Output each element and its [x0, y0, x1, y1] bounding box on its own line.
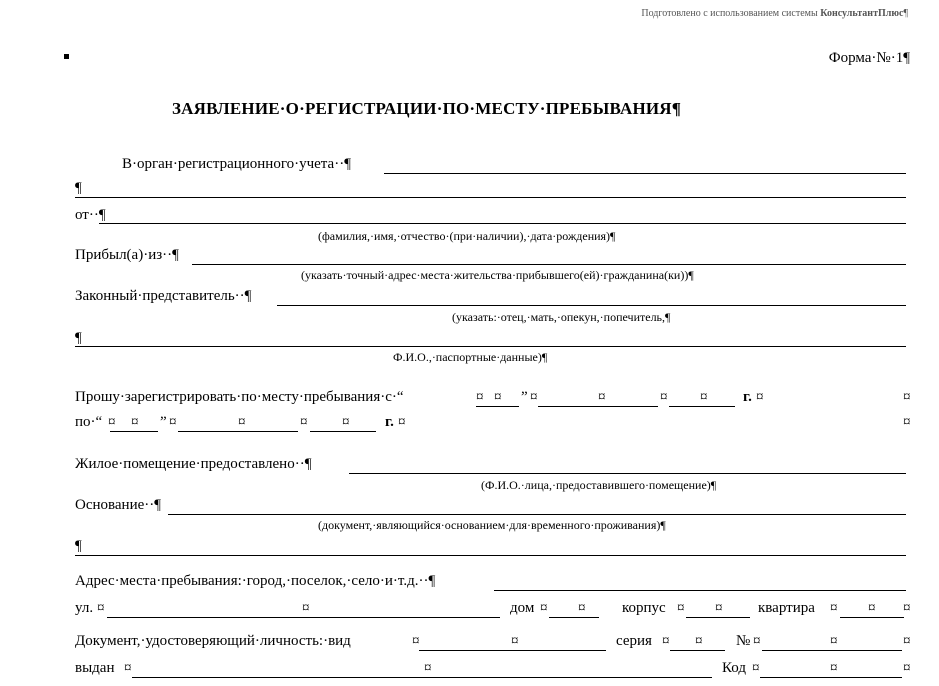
rep-text: Законный·представитель·	[75, 288, 240, 304]
house-field[interactable]	[549, 617, 599, 618]
cell-mark: ¤	[695, 633, 703, 649]
pilcrow: ·¶	[299, 456, 312, 472]
arrived-label	[75, 247, 179, 264]
request-label: Прошу·зарегистрировать·по·месту·пребывания·с·“	[75, 389, 404, 405]
cell-mark: ¤	[830, 633, 838, 649]
cell-mark: ¤	[108, 414, 116, 430]
basis-field-2[interactable]	[75, 555, 906, 556]
organ-field[interactable]	[384, 173, 906, 174]
building-field[interactable]	[686, 617, 750, 618]
rep-mark-2: ¶	[75, 330, 82, 346]
cell-mark: ¤	[753, 633, 761, 649]
form-number: Форма·№·1¶	[828, 50, 910, 66]
cell-mark: ¤	[300, 414, 308, 430]
organ-text: В·орган·регистрационного·учета·	[122, 156, 340, 172]
cell-mark: ¤	[511, 633, 519, 649]
issued-label: выдан	[75, 660, 115, 676]
cell-mark: ¤	[530, 389, 538, 405]
pilcrow: ·¶	[93, 207, 106, 223]
pilcrow: ·¶	[167, 247, 179, 263]
cell-mark: ¤	[868, 600, 876, 616]
house-label: дом	[510, 600, 535, 616]
cell-mark: ¤	[169, 414, 177, 430]
passport-hint: Ф.И.О.,·паспортные·данные)¶	[393, 350, 548, 364]
code-label: Код	[722, 660, 746, 676]
cell-mark: ¤	[97, 600, 105, 616]
bullet-square	[64, 54, 69, 59]
year-suffix: г.	[743, 389, 752, 405]
to-year-field[interactable]	[310, 431, 376, 432]
cell-mark: ¤	[660, 389, 668, 405]
building-label: корпус	[622, 600, 666, 616]
cell-mark: ¤	[700, 389, 708, 405]
issued-field[interactable]	[132, 677, 712, 678]
stay-address-label	[75, 573, 435, 590]
street-label: ул.	[75, 600, 94, 616]
stay-address-field[interactable]	[494, 590, 906, 591]
cell-mark: ¤	[752, 660, 760, 676]
document-title: ЗАЯВЛЕНИЕ·О·РЕГИСТРАЦИИ·ПО·МЕСТУ·ПРЕБЫВАНИЯ¶	[172, 99, 682, 118]
organ-field-2[interactable]	[75, 197, 906, 198]
cell-mark: ¤	[342, 414, 350, 430]
header-prefix: Подготовлено с использованием системы	[641, 8, 821, 19]
series-field[interactable]	[670, 650, 725, 651]
cell-mark: ¤	[903, 389, 911, 405]
header-brand: КонсультантПлюс	[820, 8, 904, 19]
series-label: серия	[616, 633, 652, 649]
cell-mark: ¤	[903, 600, 911, 616]
basis-field[interactable]	[168, 514, 906, 515]
basis-label	[75, 497, 161, 514]
cell-mark: ¤	[903, 660, 911, 676]
arrived-field[interactable]	[192, 264, 906, 265]
from-field[interactable]	[99, 223, 906, 224]
housing-hint: (Ф.И.О.·лица,·предоставившего·помещение)¶	[481, 478, 717, 492]
cell-mark: ¤	[412, 633, 420, 649]
cell-mark: ¤	[598, 389, 606, 405]
cell-mark: ¤	[677, 600, 685, 616]
cell-mark: ¤	[903, 633, 911, 649]
housing-text: Жилое·помещение·предоставлено·	[75, 456, 300, 472]
street-field[interactable]	[107, 617, 500, 618]
year-suffix: г.	[385, 414, 394, 430]
cell-mark: ¤	[578, 600, 586, 616]
arrived-text: Прибыл(а)·из·	[75, 247, 168, 263]
number-label: №	[736, 633, 751, 649]
basis-hint: (документ,·являющийся·основанием·для·временного·проживания)¶	[318, 518, 666, 532]
address-hint: (указать·точный·адрес·места·жительства·прибывшего(ей)·гражданина(ки))¶	[301, 268, 694, 282]
cell-mark: ¤	[424, 660, 432, 676]
from-text: от·	[75, 207, 94, 223]
quote-close: ”	[160, 414, 167, 430]
basis-mark-2: ¶	[75, 538, 82, 554]
rep-hint: (указать:·отец,·мать,·опекун,·попечитель,¶	[452, 310, 671, 324]
cell-mark: ¤	[476, 389, 484, 405]
cell-mark: ¤	[124, 660, 132, 676]
fio-hint: (фамилия,·имя,·отчество·(при·наличии),·дата·рождения)¶	[318, 229, 616, 243]
cell-mark: ¤	[238, 414, 246, 430]
header-mark: ¶	[903, 8, 908, 19]
cell-mark: ¤	[662, 633, 670, 649]
system-header	[641, 8, 908, 19]
to-label: по·“	[75, 414, 103, 430]
from-label	[75, 207, 106, 224]
housing-label	[75, 456, 312, 473]
doc-number-field[interactable]	[762, 650, 902, 651]
cell-mark: ¤	[903, 414, 911, 430]
from-month-field[interactable]	[538, 406, 658, 407]
from-day-field[interactable]	[476, 406, 519, 407]
pilcrow: ·¶	[339, 156, 351, 172]
cell-mark: ¤	[131, 414, 139, 430]
apartment-label: квартира	[758, 600, 815, 616]
rep-field-2[interactable]	[75, 346, 906, 347]
doc-type-field[interactable]	[419, 650, 606, 651]
pilcrow: ·¶	[239, 288, 252, 304]
code-field[interactable]	[760, 677, 902, 678]
pilcrow: ·¶	[423, 573, 436, 589]
housing-field[interactable]	[349, 473, 906, 474]
organ-label	[122, 156, 351, 173]
blank-line-mark: ¶	[75, 180, 82, 196]
cell-mark: ¤	[494, 389, 502, 405]
cell-mark: ¤	[830, 660, 838, 676]
cell-mark: ¤	[398, 414, 406, 430]
apartment-field[interactable]	[840, 617, 904, 618]
stay-address-text: Адрес·места·пребывания:·город,·поселок,·село·и·т.д.·	[75, 573, 424, 589]
cell-mark: ¤	[715, 600, 723, 616]
quote-close: ”	[521, 389, 528, 405]
basis-text: Основание·	[75, 497, 150, 513]
pilcrow: ·¶	[149, 497, 162, 513]
rep-field[interactable]	[277, 305, 906, 306]
cell-mark: ¤	[830, 600, 838, 616]
cell-mark: ¤	[756, 389, 764, 405]
doc-label: Документ,·удостоверяющий·личность:·вид	[75, 633, 351, 649]
rep-label	[75, 288, 251, 305]
cell-mark: ¤	[302, 600, 310, 616]
to-month-field[interactable]	[178, 431, 298, 432]
from-year-field[interactable]	[669, 406, 735, 407]
cell-mark: ¤	[540, 600, 548, 616]
to-day-field[interactable]	[110, 431, 158, 432]
